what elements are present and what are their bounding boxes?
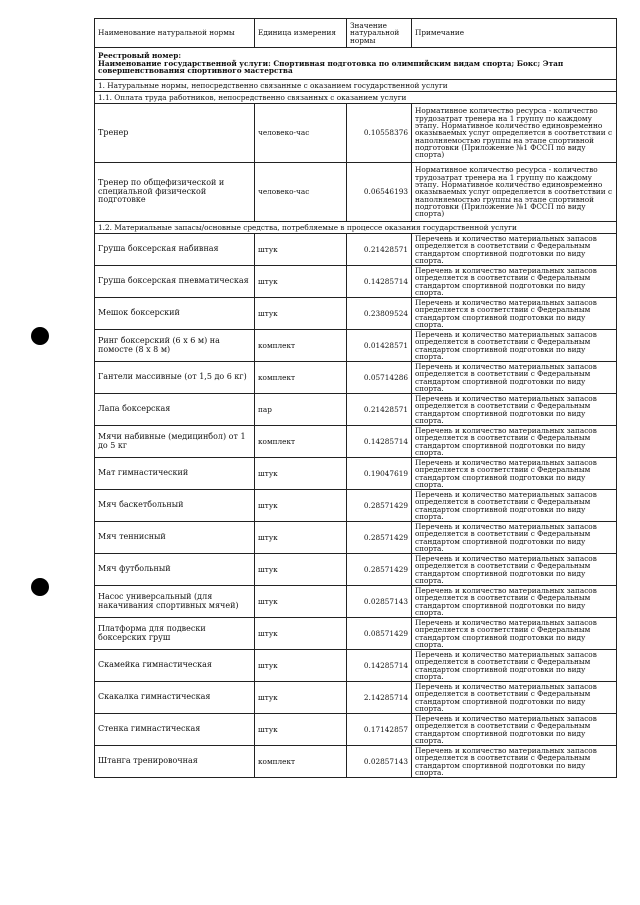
material-unit: штук bbox=[255, 234, 347, 266]
material-note: Перечень и количество материальных запасов определяется в соответствии с Федеральным стандартом спортивной подготовки по виду спорта. bbox=[412, 746, 617, 778]
table-row bbox=[95, 330, 617, 362]
material-value: 2.14285714 bbox=[347, 682, 412, 714]
table-row bbox=[95, 714, 617, 746]
punch-hole bbox=[31, 327, 49, 345]
staff-value: 0.06546193 bbox=[347, 163, 412, 222]
material-name: Мяч футбольный bbox=[95, 554, 255, 586]
material-note: Перечень и количество материальных запасов определяется в соответствии с Федеральным стандартом спортивной подготовки по виду спорта. bbox=[412, 490, 617, 522]
material-value: 0.14285714 bbox=[347, 426, 412, 458]
staff-unit: человеко-час bbox=[255, 163, 347, 222]
norms-table bbox=[94, 18, 617, 778]
material-unit: штук bbox=[255, 682, 347, 714]
table-row bbox=[95, 394, 617, 426]
material-name: Платформа для подвески боксерских груш bbox=[95, 618, 255, 650]
table-row bbox=[95, 163, 617, 222]
material-name: Ринг боксерский (6 х 6 м) на помосте (8 х 8 м) bbox=[95, 330, 255, 362]
material-unit: пар bbox=[255, 394, 347, 426]
material-note: Перечень и количество материальных запасов определяется в соответствии с Федеральным стандартом спортивной подготовки по виду спорта. bbox=[412, 650, 617, 682]
material-value: 0.21428571 bbox=[347, 394, 412, 426]
material-unit: штук bbox=[255, 522, 347, 554]
material-value: 0.28571429 bbox=[347, 522, 412, 554]
material-value: 0.14285714 bbox=[347, 650, 412, 682]
material-name: Скамейка гимнастическая bbox=[95, 650, 255, 682]
table-row bbox=[95, 234, 617, 266]
table-row bbox=[95, 298, 617, 330]
material-unit: штук bbox=[255, 458, 347, 490]
table-row bbox=[95, 650, 617, 682]
section-title: 1.2. Материальные запасы/основные средства, потребляемые в процессе оказания государственной услуги bbox=[95, 222, 617, 234]
table-row bbox=[95, 618, 617, 650]
table-row bbox=[95, 426, 617, 458]
material-unit: штук bbox=[255, 618, 347, 650]
material-note: Перечень и количество материальных запасов определяется в соответствии с Федеральным стандартом спортивной подготовки по виду спорта. bbox=[412, 330, 617, 362]
material-value: 0.23809524 bbox=[347, 298, 412, 330]
material-value: 0.05714286 bbox=[347, 362, 412, 394]
material-name: Груша боксерская набивная bbox=[95, 234, 255, 266]
table-row bbox=[95, 266, 617, 298]
material-value: 0.14285714 bbox=[347, 266, 412, 298]
material-value: 0.17142857 bbox=[347, 714, 412, 746]
material-unit: штук bbox=[255, 650, 347, 682]
material-unit: штук bbox=[255, 490, 347, 522]
material-note: Перечень и количество материальных запасов определяется в соответствии с Федеральным стандартом спортивной подготовки по виду спорта. bbox=[412, 554, 617, 586]
material-note: Перечень и количество материальных запасов определяется в соответствии с Федеральным стандартом спортивной подготовки по виду спорта. bbox=[412, 714, 617, 746]
material-name: Насос универсальный (для накачивания спортивных мячей) bbox=[95, 586, 255, 618]
material-unit: комплект bbox=[255, 746, 347, 778]
material-note: Перечень и количество материальных запасов определяется в соответствии с Федеральным стандартом спортивной подготовки по виду спорта. bbox=[412, 682, 617, 714]
section-title: 1.1. Оплата труда работников, непосредственно связанных с оказанием услуги bbox=[95, 92, 617, 104]
material-note: Перечень и количество материальных запасов определяется в соответствии с Федеральным стандартом спортивной подготовки по виду спорта. bbox=[412, 362, 617, 394]
material-value: 0.08571429 bbox=[347, 618, 412, 650]
staff-unit: человеко-час bbox=[255, 104, 347, 163]
material-value: 0.28571429 bbox=[347, 554, 412, 586]
material-note: Перечень и количество материальных запасов определяется в соответствии с Федеральным стандартом спортивной подготовки по виду спорта. bbox=[412, 394, 617, 426]
material-note: Перечень и количество материальных запасов определяется в соответствии с Федеральным стандартом спортивной подготовки по виду спорта. bbox=[412, 298, 617, 330]
material-unit: штук bbox=[255, 586, 347, 618]
material-name: Мячи набивные (медицинбол) от 1 до 5 кг bbox=[95, 426, 255, 458]
material-value: 0.02857143 bbox=[347, 746, 412, 778]
header-value: Значение натуральной нормы bbox=[347, 19, 412, 48]
table-row bbox=[95, 522, 617, 554]
table-row bbox=[95, 746, 617, 778]
table-header-row bbox=[95, 19, 617, 48]
table-row bbox=[95, 490, 617, 522]
material-unit: штук bbox=[255, 298, 347, 330]
material-value: 0.19047619 bbox=[347, 458, 412, 490]
staff-note: Нормативное количество ресурса - количество трудозатрат тренера на 1 группу по каждому этапу. Нормативное количество единовременно оказываемых услуг определяется в соответствии с наполняемостью группы на этапе спортивной подготовки (Приложение №1 ФССП по виду спорта) bbox=[412, 163, 617, 222]
material-name: Мяч баскетбольный bbox=[95, 490, 255, 522]
material-value: 0.02857143 bbox=[347, 586, 412, 618]
registry-number: Реестровый номер: bbox=[98, 51, 182, 61]
staff-name: Тренер bbox=[95, 104, 255, 163]
table-row bbox=[95, 104, 617, 163]
material-unit: комплект bbox=[255, 362, 347, 394]
material-note: Перечень и количество материальных запасов определяется в соответствии с Федеральным стандартом спортивной подготовки по виду спорта. bbox=[412, 266, 617, 298]
material-unit: комплект bbox=[255, 330, 347, 362]
material-value: 0.28571429 bbox=[347, 490, 412, 522]
registry-block bbox=[95, 48, 617, 80]
service-name: Наименование государственной услуги: Спортивная подготовка по олимпийским видам спорта; Бокс; Этап совершенствования спортивного мастерства bbox=[98, 58, 564, 76]
table-row bbox=[95, 586, 617, 618]
material-note: Перечень и количество материальных запасов определяется в соответствии с Федеральным стандартом спортивной подготовки по виду спорта. bbox=[412, 618, 617, 650]
material-name: Гантели массивные (от 1,5 до 6 кг) bbox=[95, 362, 255, 394]
material-value: 0.21428571 bbox=[347, 234, 412, 266]
table-row bbox=[95, 458, 617, 490]
material-unit: штук bbox=[255, 554, 347, 586]
material-unit: комплект bbox=[255, 426, 347, 458]
staff-name: Тренер по общефизической и специальной физической подготовке bbox=[95, 163, 255, 222]
material-name: Мяч теннисный bbox=[95, 522, 255, 554]
material-note: Перечень и количество материальных запасов определяется в соответствии с Федеральным стандартом спортивной подготовки по виду спорта. bbox=[412, 234, 617, 266]
material-name: Стенка гимнастическая bbox=[95, 714, 255, 746]
section-title: 1. Натуральные нормы, непосредственно связанные с оказанием государственной услуги bbox=[95, 80, 617, 92]
material-note: Перечень и количество материальных запасов определяется в соответствии с Федеральным стандартом спортивной подготовки по виду спорта. bbox=[412, 522, 617, 554]
header-note: Примечание bbox=[412, 19, 617, 48]
material-name: Мешок боксерский bbox=[95, 298, 255, 330]
material-name: Скакалка гимнастическая bbox=[95, 682, 255, 714]
staff-value: 0.10558376 bbox=[347, 104, 412, 163]
material-name: Штанга тренировочная bbox=[95, 746, 255, 778]
table-row bbox=[95, 554, 617, 586]
staff-note: Нормативное количество ресурса - количество трудозатрат тренера на 1 группу по каждому этапу. Нормативное количество единовременно оказываемых услуг определяется в соответствии с наполняемостью группы на этапе спортивной подготовки (Приложение №1 ФССП по виду спорта) bbox=[412, 104, 617, 163]
material-note: Перечень и количество материальных запасов определяется в соответствии с Федеральным стандартом спортивной подготовки по виду спорта. bbox=[412, 426, 617, 458]
material-unit: штук bbox=[255, 266, 347, 298]
material-name: Мат гимнастический bbox=[95, 458, 255, 490]
material-value: 0.01428571 bbox=[347, 330, 412, 362]
material-note: Перечень и количество материальных запасов определяется в соответствии с Федеральным стандартом спортивной подготовки по виду спорта. bbox=[412, 458, 617, 490]
punch-hole bbox=[31, 578, 49, 596]
material-name: Лапа боксерская bbox=[95, 394, 255, 426]
table-row bbox=[95, 682, 617, 714]
table-row bbox=[95, 362, 617, 394]
header-name: Наименование натуральной нормы bbox=[95, 19, 255, 48]
header-unit: Единица измерения bbox=[255, 19, 347, 48]
material-unit: штук bbox=[255, 714, 347, 746]
material-name: Груша боксерская пневматическая bbox=[95, 266, 255, 298]
material-note: Перечень и количество материальных запасов определяется в соответствии с Федеральным стандартом спортивной подготовки по виду спорта. bbox=[412, 586, 617, 618]
